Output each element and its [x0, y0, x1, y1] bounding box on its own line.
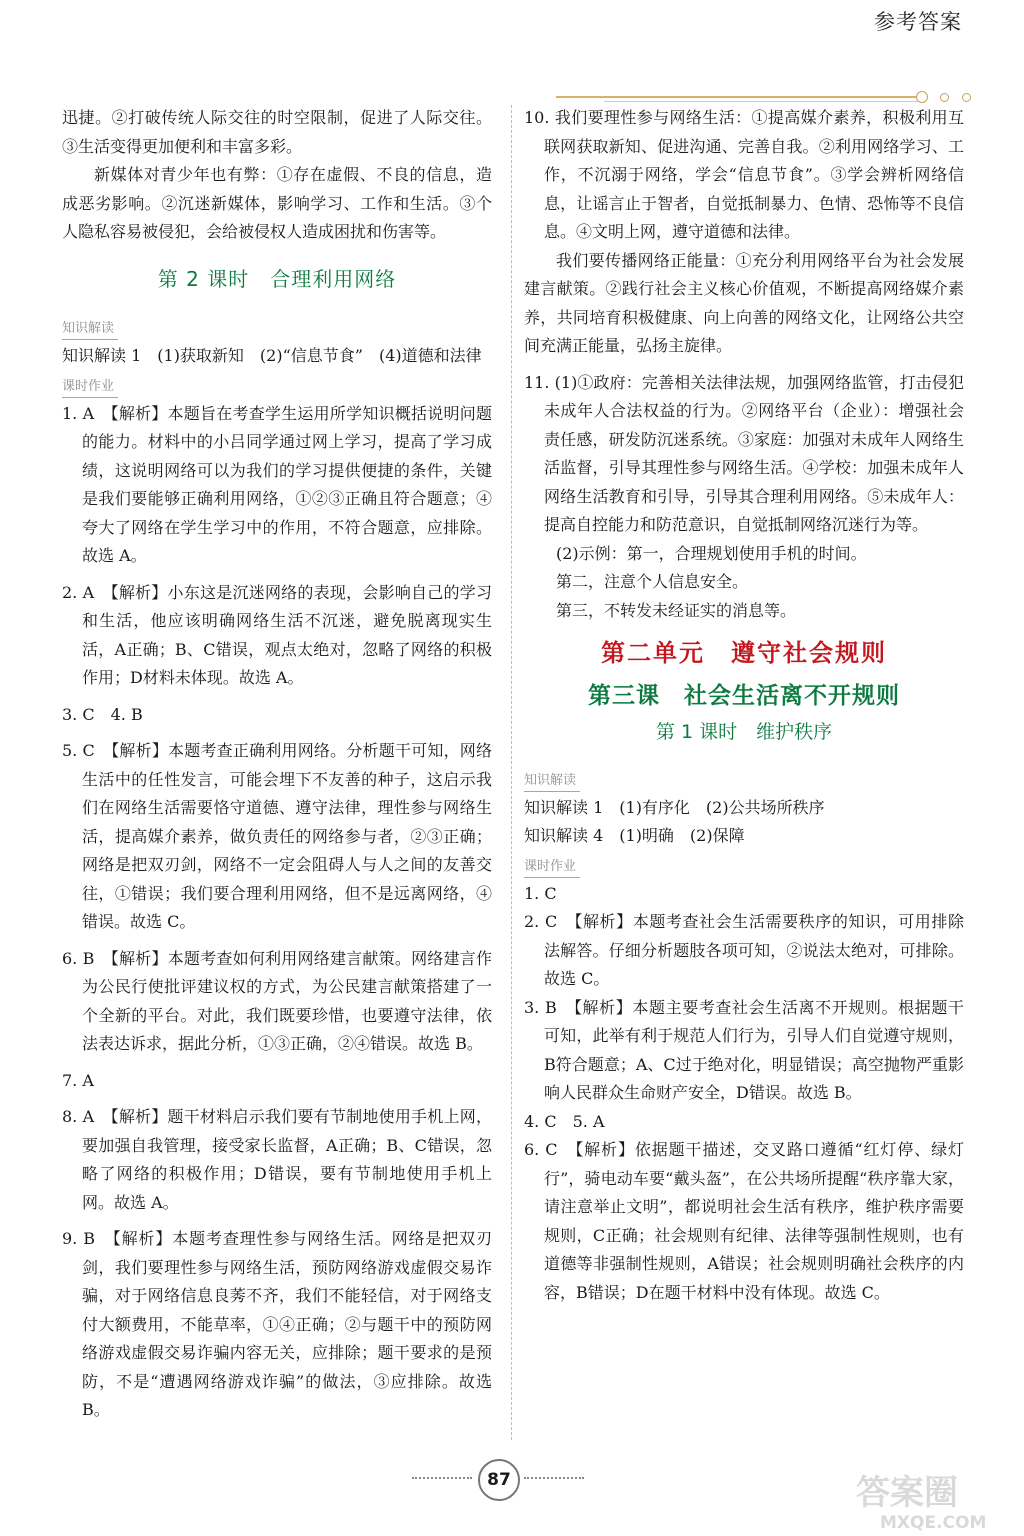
- header-rule-thin: [604, 101, 920, 102]
- header-dot: [916, 91, 928, 103]
- watermark-text: 答案圈: [856, 1473, 958, 1513]
- answer-item: 5. C 【解析】本题考查正确利用网络。分析题干可知，网络生活中的任性发言，可能会埋下不友善的种子，这启示我们在网络生活需要恪守道德、遵守法律，理性参与网络生活，提高媒介素养，做负责任的网络参与者，②③正确；网络是把双刃剑，网络不一定会阻碍人与人之间的友善交往，①错误；我们要合理利用网络，但不是远离网络，④错误。故选 C。: [62, 741, 492, 931]
- answer-item: 8. A 【解析】题干材料启示我们要有节制地使用手机上网，要加强自我管理，接受家长监督，A正确；B、C错误，忽略了网络的积极作用；D错误，要有节制地使用手机上网。故选 A。: [62, 1107, 492, 1212]
- section-tag-homework: 课时作业: [524, 858, 580, 878]
- unit-title: 第二单元 遵守社会规则: [601, 639, 887, 667]
- answer-item: 6. B 【解析】本题考查如何利用网络建言献策。网络建言作为公民行使批评建议权的方式，为公民建言献策搭建了一个全新的平台。对此，我们既要珍惜，也要遵守法律，依法表达诉求，据此分析，①③正确，②④错误。故选 B。: [62, 948, 492, 1053]
- answer-item: 2. A 【解析】小东这是沉迷网络的表现，会影响自己的学习和生活，他应该明确网络生活不沉迷，避免脱离现实生活，A正确；B、C错误，观点太绝对，忽略了网络的积极作用；D材料未体现。故选 A。: [62, 582, 492, 687]
- answer-item: 4. C 5. A: [524, 1111, 605, 1131]
- header-dot: [962, 93, 971, 102]
- section-tag-knowledge: 知识解读: [62, 320, 118, 340]
- answer-item: 6. C 【解析】依据题干描述，交叉路口遵循“红灯停、绿灯行”，骑电动车要“戴头盔”，在公共场所提醒“秩序靠大家，请注意举止文明”，都说明社会生活有秩序，维护秩序需要规则，C正确；社会规则有纪律、法律等强制性规则，也有道德等非强制性规则，A错误；社会规则明确社会秩序的内容，B错误；D在题干材料中没有体现。故选 C。: [524, 1140, 964, 1302]
- answer-item: 1. C: [524, 883, 557, 903]
- header-dot: [940, 93, 949, 102]
- knowledge-line: 知识解读 1 (1)有序化 (2)公共场所秩序: [524, 797, 825, 817]
- footer-dots-left: [412, 1477, 472, 1479]
- section-tag-homework: 课时作业: [62, 378, 118, 398]
- answer-paragraph: 第二，注意个人信息安全。: [556, 572, 749, 591]
- footer-dots-right: [524, 1477, 584, 1479]
- answer-item: 3. B 【解析】本题主要考查社会生活离不开规则。根据题干可知，此举有利于规范人们行为，引导人们自觉遵守规则，B符合题意；A、C过于绝对化，明显错误；高空抛物严重影响人民群众生命财产安全，D错误。故选 B。: [524, 997, 964, 1102]
- watermark-logo: [850, 1466, 1018, 1532]
- answer-item: 9. B 【解析】本题考查理性参与网络生活。网络是把双刃剑，我们要理性参与网络生活，预防网络游戏虚假交易诈骗，对于网络信息良莠不齐，我们不能轻信，对于网络支付大额费用，不能草率，①④正确；②与题干中的预防网络游戏虚假交易诈骗内容无关，应排除；题干要求的是预防，不是“遭遇网络游戏诈骗”的做法，③应排除。故选 B。: [62, 1229, 492, 1419]
- answer-item: 10. 我们要理性参与网络生活：①提高媒介素养，积极利用互联网获取新知、促进沟通、完善自我。②利用网络学习、工作，不沉溺于网络，学会“信息节食”。③学会辨析网络信息，让谣言止于智者，自觉抵制暴力、色情、恐怖等不良信息。④文明上网，遵守道德和法律。: [524, 108, 964, 241]
- answer-paragraph: 我们要传播网络正能量：①充分利用网络平台为社会发展建言献策。②践行社会主义核心价值观，不断提高网络媒介素养，共同培育积极健康、向上向善的网络文化，让网络公共空间充满正能量，弘扬主旋律。: [524, 250, 964, 355]
- intro-paragraph-2: 新媒体对青少年也有弊：①存在虚假、不良的信息，造成恶劣影响。②沉迷新媒体，影响学习、工作和生活。③个人隐私容易被侵犯，会给被侵权人造成困扰和伤害等。: [62, 165, 492, 241]
- right-column: [524, 104, 964, 1307]
- column-divider: [511, 105, 512, 1440]
- header-label: 参考答案: [874, 10, 962, 34]
- lesson-title: 第 1 课时 维护秩序: [655, 721, 833, 743]
- left-column: [62, 104, 492, 1425]
- watermark-url: MXQE.COM: [880, 1513, 987, 1532]
- course-title: 第三课 社会生活离不开规则: [588, 682, 900, 709]
- answer-paragraph: (2)示例：第一，合理规划使用手机的时间。: [556, 543, 867, 563]
- section-tag-knowledge: 知识解读: [524, 772, 580, 792]
- answer-item: 2. C 【解析】本题考查社会生活需要秩序的知识，可用排除法解答。仔细分析题肢各项可知，②说法太绝对，可排除。故选 C。: [524, 912, 964, 988]
- answer-item: 3. C 4. B: [62, 704, 143, 724]
- intro-paragraph: 迅捷。②打破传统人际交往的时空限制，促进了人际交往。③生活变得更加便利和丰富多彩。: [62, 108, 492, 156]
- lesson-title: 第 2 课时 合理利用网络: [157, 266, 397, 291]
- answer-item: 1. A 【解析】本题旨在考查学生运用所学知识概括说明问题的能力。材料中的小吕同学通过网上学习，提高了学习成绩，这说明网络可以为我们的学习提供便捷的条件，关键是我们要能够正确利用网络，①②③正确且符合题意；④夸大了网络在学生学习中的作用，不符合题意，应排除。故选 A。: [62, 403, 492, 565]
- answer-item: 7. A: [62, 1070, 94, 1090]
- knowledge-line: 知识解读 4 (1)明确 (2)保障: [524, 826, 745, 845]
- answer-item: 11. (1)①政府：完善相关法律法规，加强网络监管，打击侵犯未成年人合法权益的行为。②网络平台（企业）：增强社会责任感，研发防沉迷系统。③家庭：加强对未成年人网络生活监督，引导其理性参与网络生活。④学校：加强未成年人网络生活教育和引导，引导其合理利用网络。⑤未成年人：提高自控能力和防范意识，自觉抵制网络沉迷行为等。: [524, 372, 964, 534]
- page-number: 87: [478, 1459, 520, 1501]
- header-rule: [556, 96, 920, 98]
- answer-paragraph: 第三，不转发未经证实的消息等。: [556, 600, 797, 620]
- knowledge-line: 知识解读 1 (1)获取新知 (2)“信息节食” (4)道德和法律: [62, 346, 482, 365]
